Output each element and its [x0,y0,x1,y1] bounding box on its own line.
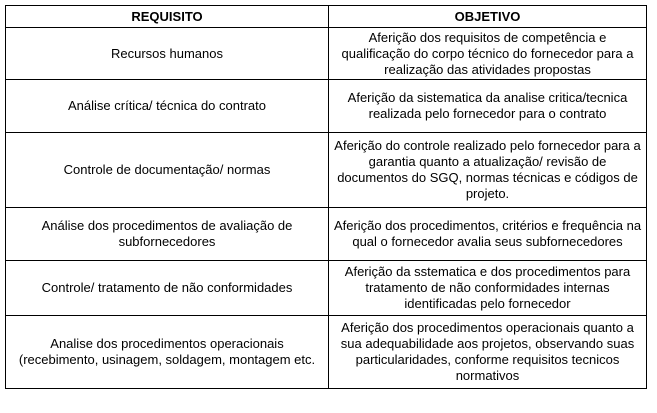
objetivo-cell: Aferição dos requisitos de competência e qualificação do corpo técnico do fornecedor para a realização das atividades propostas [329,28,647,80]
header-row [6,6,647,28]
requisito-cell: Controle de documentação/ normas [6,133,329,208]
header-requisito: REQUISITO [6,6,329,28]
requisito-cell: Recursos humanos [6,28,329,80]
requisito-cell: Controle/ tratamento de não conformidades [6,261,329,316]
table-row [6,316,647,389]
objetivo-cell: Aferição dos procedimentos operacionais quanto a sua adequabilidade aos projetos, observando suas particularidades, conforme requisitos tecnicos normativos [329,316,647,389]
table-row [6,133,647,208]
requirements-table [5,5,647,389]
objetivo-cell: Aferição do controle realizado pelo fornecedor para a garantia quanto a atualização/ revisão de documentos do SGQ, normas técnicas e códigos de projeto. [329,133,647,208]
table-row [6,261,647,316]
header-objetivo: OBJETIVO [329,6,647,28]
table-row [6,28,647,80]
objetivo-cell: Aferição da sistematica da analise critica/tecnica realizada pelo fornecedor para o contrato [329,80,647,133]
requisito-cell: Analise dos procedimentos operacionais (recebimento, usinagem, soldagem, montagem etc. [6,316,329,389]
objetivo-cell: Aferição da sstematica e dos procedimentos para tratamento de não conformidades internas identificadas pelo fornecedor [329,261,647,316]
objetivo-cell: Aferição dos procedimentos, critérios e frequência na qual o fornecedor avalia seus subfornecedores [329,208,647,261]
requisito-cell: Análise crítica/ técnica do contrato [6,80,329,133]
requisito-cell: Análise dos procedimentos de avaliação de subfornecedores [6,208,329,261]
table-row [6,208,647,261]
table-row [6,80,647,133]
